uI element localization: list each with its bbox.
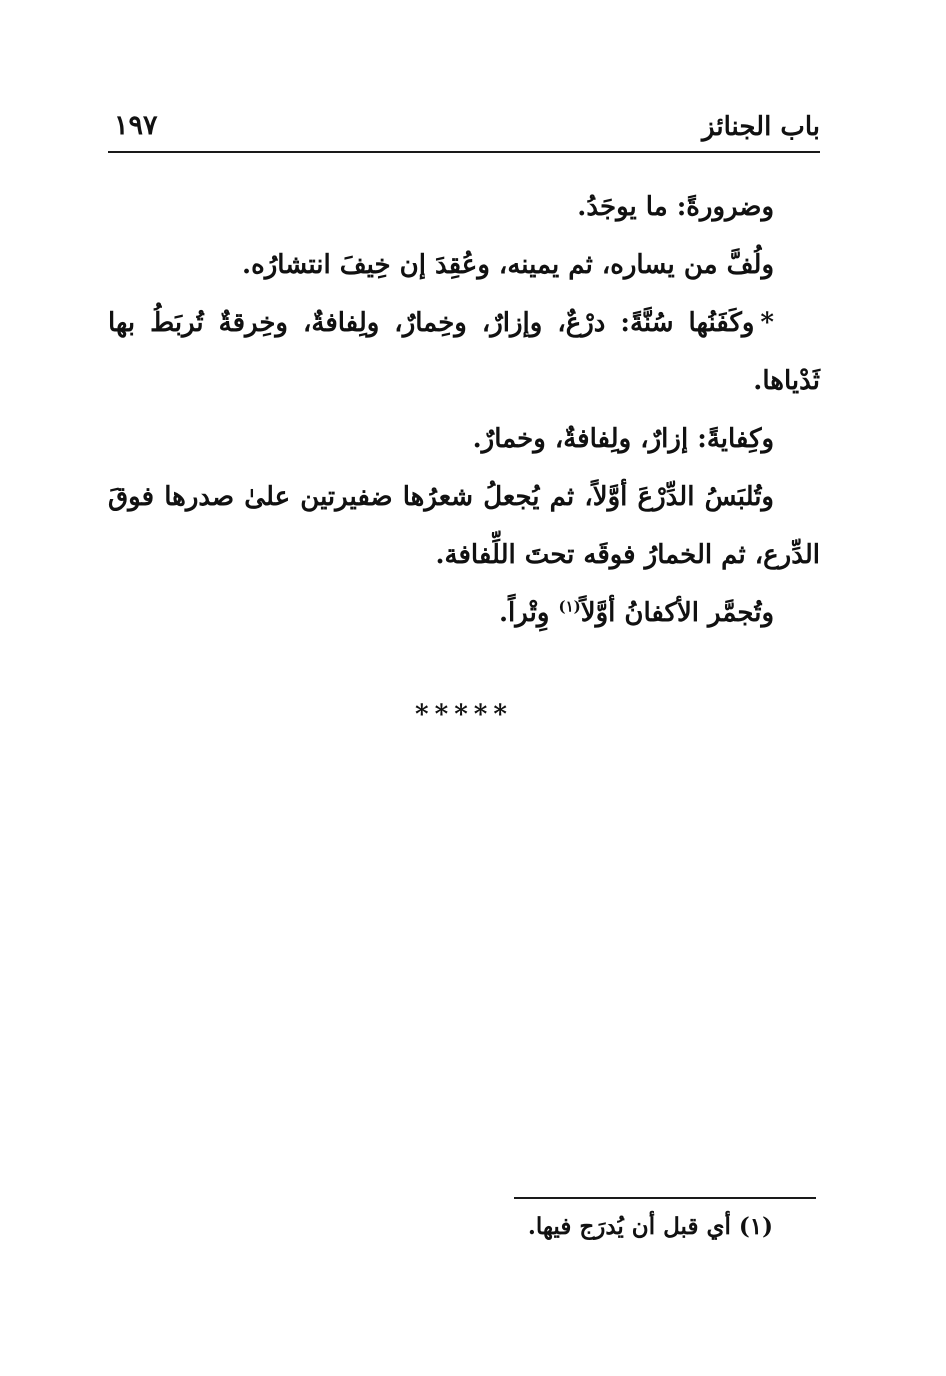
section-star-marker: * xyxy=(760,308,774,338)
paragraph-text: ولُفَّ من يساره، ثم يمينه، وعُقِدَ إن خِيفَ انتشارُه. xyxy=(242,250,774,280)
paragraph-text: وكَفَنُها سُنَّةً: درْعٌ، وإزارٌ، وخِمارٌ، ولِفافةٌ، وخِرقةٌ تُربَطُ بها ثَدْياها. xyxy=(108,308,820,396)
paragraph-3 xyxy=(108,294,820,410)
paragraph-text: وتُجمَّر الأكفانُ أوَّلاً xyxy=(580,598,774,628)
chapter-title: باب الجنائز xyxy=(702,112,820,142)
paragraph-text: وتُلبَسُ الدِّرْعَ أوَّلاً، ثم يُجعلُ شعرُها ضفيرتين علىٰ صدرها فوقَ الدِّرع، ثم الخمارُ فوقَه تحتَ اللِّفافة. xyxy=(108,482,820,570)
paragraph-5 xyxy=(108,468,820,584)
paragraph-4 xyxy=(108,410,820,468)
main-text xyxy=(108,178,820,642)
paragraph-6 xyxy=(108,584,820,642)
footnote-reference: (١) xyxy=(558,597,581,616)
header-rule xyxy=(108,151,820,153)
paragraph-text: وكِفايةً: إزارٌ، ولِفافةٌ، وخمارٌ. xyxy=(472,424,774,454)
footnote-rule xyxy=(514,1197,816,1199)
paragraph-2 xyxy=(108,236,820,294)
paragraph-1 xyxy=(108,178,820,236)
footnote: (١) أي قبل أن يُدرَج فيها. xyxy=(527,1213,773,1240)
page-number: ١٩٧ xyxy=(114,110,158,141)
running-head xyxy=(108,108,820,152)
paragraph-text-continued: وِتْراً. xyxy=(498,598,559,628)
paragraph-text: وضرورةً: ما يوجَدُ. xyxy=(577,192,774,222)
section-separator: ***** xyxy=(415,700,513,730)
